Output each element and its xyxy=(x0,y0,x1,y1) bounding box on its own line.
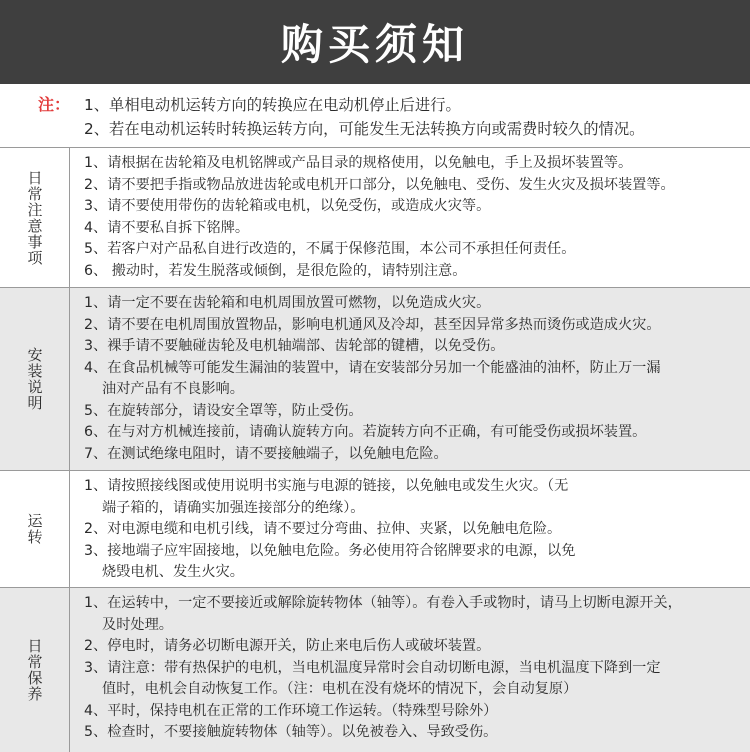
section-label-cell xyxy=(0,148,70,287)
list-item: 5、若客户对产品私自进行改造的，不属于保修范围，本公司不承担任何责任。 xyxy=(84,241,576,257)
note-line: 1、单相电动机运转方向的转换应在电动机停止后进行。 xyxy=(84,96,461,114)
list-item: 4、在食品机械等可能发生漏油的装置中，请在安装部分另加一个能盛油的油杯，防止万一漏 xyxy=(84,359,661,376)
list-item: 2、请不要在电机周围放置物品，影响电机通风及冷却，甚至因异常多热而烫伤或造成火灾。 xyxy=(84,316,661,333)
section-label: 运转 xyxy=(25,513,44,545)
section-daily-precautions xyxy=(0,148,750,288)
section-label-cell xyxy=(0,471,70,587)
list-item: 3、接地端子应牢固接地，以免触电危险。务必使用符合铭牌要求的电源，以免 xyxy=(84,542,576,559)
note-label: 注： xyxy=(38,95,71,114)
list-item-continuation: 烧毁电机、发生火灾。 xyxy=(102,564,244,580)
header-banner xyxy=(0,0,750,84)
list-item: 3、请不要使用带伤的齿轮箱或电机，以免受伤，或造成火灾等。 xyxy=(84,198,491,214)
list-item: 5、检查时，不要接触旋转物体（轴等）。以免被卷入、导致受伤。 xyxy=(84,724,498,740)
list-item: 6、在与对方机械连接前，请确认旋转方向。若旋转方向不正确，有可能受伤或损坏装置。 xyxy=(84,424,647,440)
list-item: 6、 搬动时，若发生脱落或倾倒，是很危险的，请特别注意。 xyxy=(84,262,467,279)
section-label: 安装说明 xyxy=(25,347,44,411)
section-body xyxy=(70,288,750,470)
section-label: 日常保养 xyxy=(25,638,44,702)
list-item: 4、请不要私自拆下铭牌。 xyxy=(84,219,250,236)
list-item: 5、在旋转部分，请设安全罩等，防止受伤。 xyxy=(84,402,363,419)
section-label-cell xyxy=(0,588,70,752)
section-label: 日常注意事项 xyxy=(25,169,44,266)
list-item: 7、在测试绝缘电阻时，请不要接触端子，以免触电危险。 xyxy=(84,445,448,462)
list-item: 1、在运转中，一定不要接近或解除旋转物体（轴等）。有卷入手或物时，请马上切断电源开关， xyxy=(84,595,682,611)
list-item-continuation: 值时，电机会自动恢复工作。（注：电机在没有烧坏的情况下，会自动复原） xyxy=(102,681,578,697)
list-item: 1、请按照接线图或使用说明书实施与电源的链接，以免触电或发生火灾。（无 xyxy=(84,478,569,494)
list-item: 2、对电源电缆和电机引线，请不要过分弯曲、拉伸、夹紧，以免触电危险。 xyxy=(84,521,562,537)
list-item-continuation: 油对产品有不良影响。 xyxy=(102,381,244,397)
list-item: 2、请不要把手指或物品放进齿轮或电机开口部分，以免触电、受伤、发生火灾及损坏装置等。 xyxy=(84,176,675,193)
section-daily-maintenance xyxy=(0,588,750,752)
list-item: 4、平时，保持电机在正常的工作环境工作运转。（特殊型号除外） xyxy=(84,702,498,719)
section-body xyxy=(70,148,750,287)
section-installation xyxy=(0,288,750,471)
list-item-continuation: 及时处理。 xyxy=(102,616,173,633)
list-item: 3、裸手请不要触碰齿轮及电机轴端部、齿轮部的键槽，以免受伤。 xyxy=(84,338,505,354)
page-title: 购买须知 xyxy=(280,20,469,69)
list-item-continuation: 端子箱的，请确实加强连接部分的绝缘）。 xyxy=(102,499,365,516)
list-item: 3、请注意：带有热保护的电机，当电机温度异常时会自动切断电源，当电机温度下降到一定 xyxy=(84,659,661,676)
section-body xyxy=(70,588,750,752)
note-line: 2、若在电动机运转时转换运转方向，可能发生无法转换方向或需费时较久的情况。 xyxy=(84,120,645,138)
notes-block xyxy=(0,84,750,148)
list-item: 1、请根据在齿轮箱及电机铭牌或产品目录的规格使用，以免触电，手上及损坏装置等。 xyxy=(84,155,633,171)
section-operation xyxy=(0,471,750,588)
section-body xyxy=(70,471,750,587)
list-item: 2、停电时，请务必切断电源开关，防止来电后伤人或破坏装置。 xyxy=(84,638,491,654)
section-label-cell xyxy=(0,288,70,470)
list-item: 1、请一定不要在齿轮箱和电机周围放置可燃物，以免造成火灾。 xyxy=(84,295,491,311)
